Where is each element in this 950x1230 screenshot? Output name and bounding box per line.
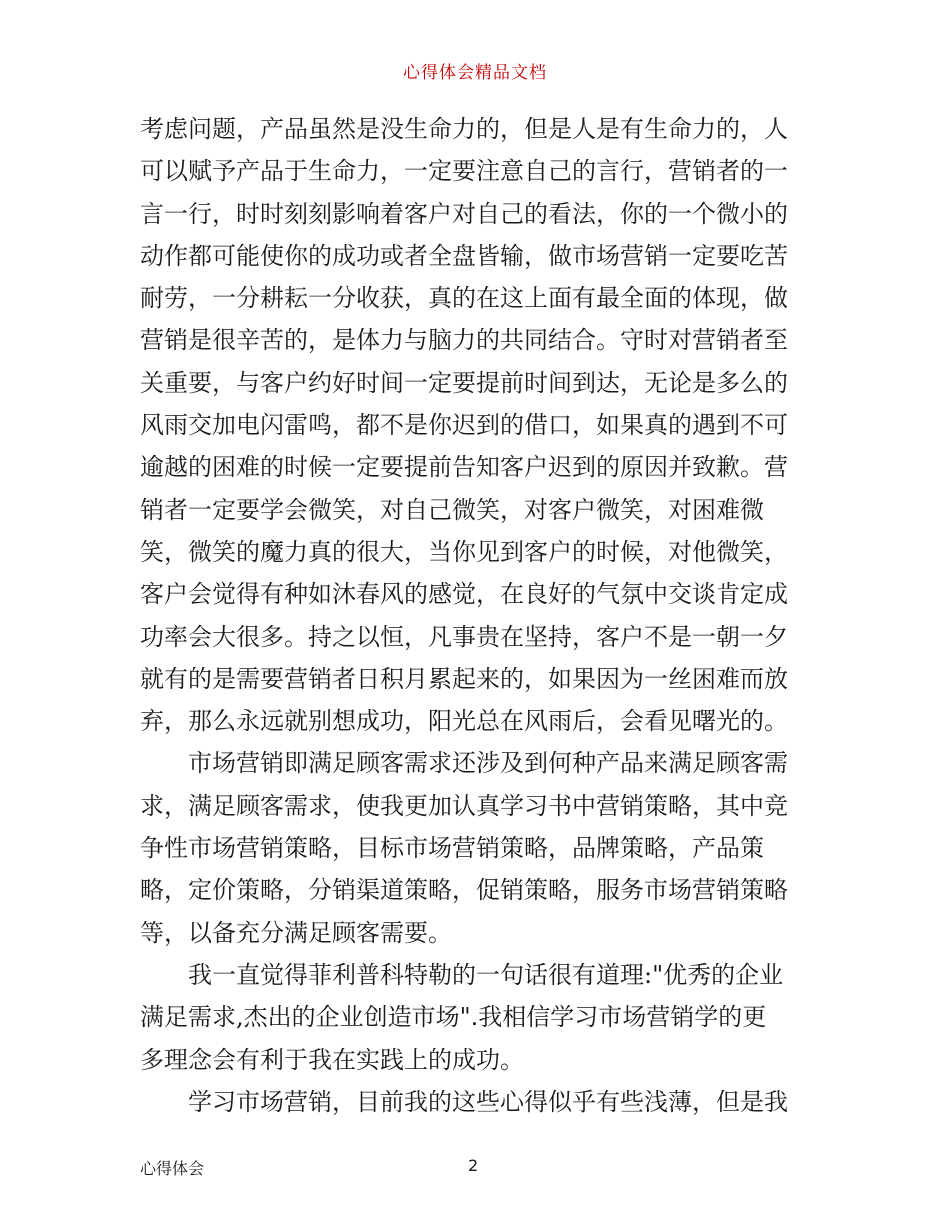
text-line: 笑，微笑的魔力真的很大，当你见到客户的时候，对他微笑， (140, 537, 788, 566)
text-line: 就有的是需要营销者日积月累起来的，如果因为一丝困难而放 (140, 664, 788, 693)
text-line: 动作都可能使你的成功或者全盘皆输，做市场营销一定要吃苦 (140, 241, 788, 270)
text-line: 客户会觉得有种如沐春风的感觉，在良好的气氛中交谈肯定成 (140, 580, 788, 609)
text-line: 功率会大很多。持之以恒，凡事贵在坚持，客户不是一朝一夕 (140, 622, 788, 651)
text-line: 逾越的困难的时候一定要提前告知客户迟到的原因并致歉。营 (140, 453, 788, 482)
text-line: 营销是很辛苦的，是体力与脑力的共同结合。守时对营销者至 (140, 326, 788, 355)
text-line: 耐劳，一分耕耘一分收获，真的在这上面有最全面的体现，做 (140, 284, 788, 313)
text-line: 略，定价策略，分销渠道策略，促销策略，服务市场营销策略 (140, 876, 788, 905)
text-line: 风雨交加电闪雷鸣，都不是你迟到的借口，如果真的遇到不可 (140, 411, 788, 440)
text-line: 市场营销即满足顾客需求还涉及到何种产品来满足顾客需 (140, 749, 788, 778)
text-line: 可以赋予产品于生命力，一定要注意自己的言行，营销者的一 (140, 157, 788, 186)
text-line: 言一行，时时刻刻影响着客户对自己的看法，你的一个微小的 (140, 199, 788, 228)
text-line: 学习市场营销，目前我的这些心得似乎有些浅薄，但是我 (140, 1087, 788, 1116)
text-line: 求，满足顾客需求，使我更加认真学习书中营销策略，其中竞 (140, 791, 788, 820)
text-line: 等，以备充分满足顾客需要。 (140, 918, 452, 947)
header-title: 心得体会精品文档 (403, 63, 547, 83)
text-line: 弃，那么永远就别想成功，阳光总在风雨后，会看见曙光的。 (140, 707, 788, 736)
text-line: 考虑问题，产品虽然是没生命力的，但是人是有生命力的，人 (140, 115, 788, 143)
text-line: 关重要，与客户约好时间一定要提前时间到达，无论是多么的 (140, 368, 788, 397)
text-line: 销者一定要学会微笑，对自己微笑，对客户微笑，对困难微 (140, 495, 764, 524)
page-number: 2 (468, 1156, 479, 1175)
body-text (140, 108, 815, 1123)
text-line: 我一直觉得菲利普科特勒的一句话很有道理:"优秀的企业 (140, 960, 784, 989)
text-line: 满足需求,杰出的企业创造市场".我相信学习市场营销学的更 (140, 1003, 767, 1032)
text-line: 多理念会有利于我在实践上的成功。 (140, 1045, 524, 1074)
text-line: 争性市场营销策略，目标市场营销策略，品牌策略，产品策 (140, 834, 764, 863)
footer-label: 心得体会 (140, 1159, 205, 1178)
